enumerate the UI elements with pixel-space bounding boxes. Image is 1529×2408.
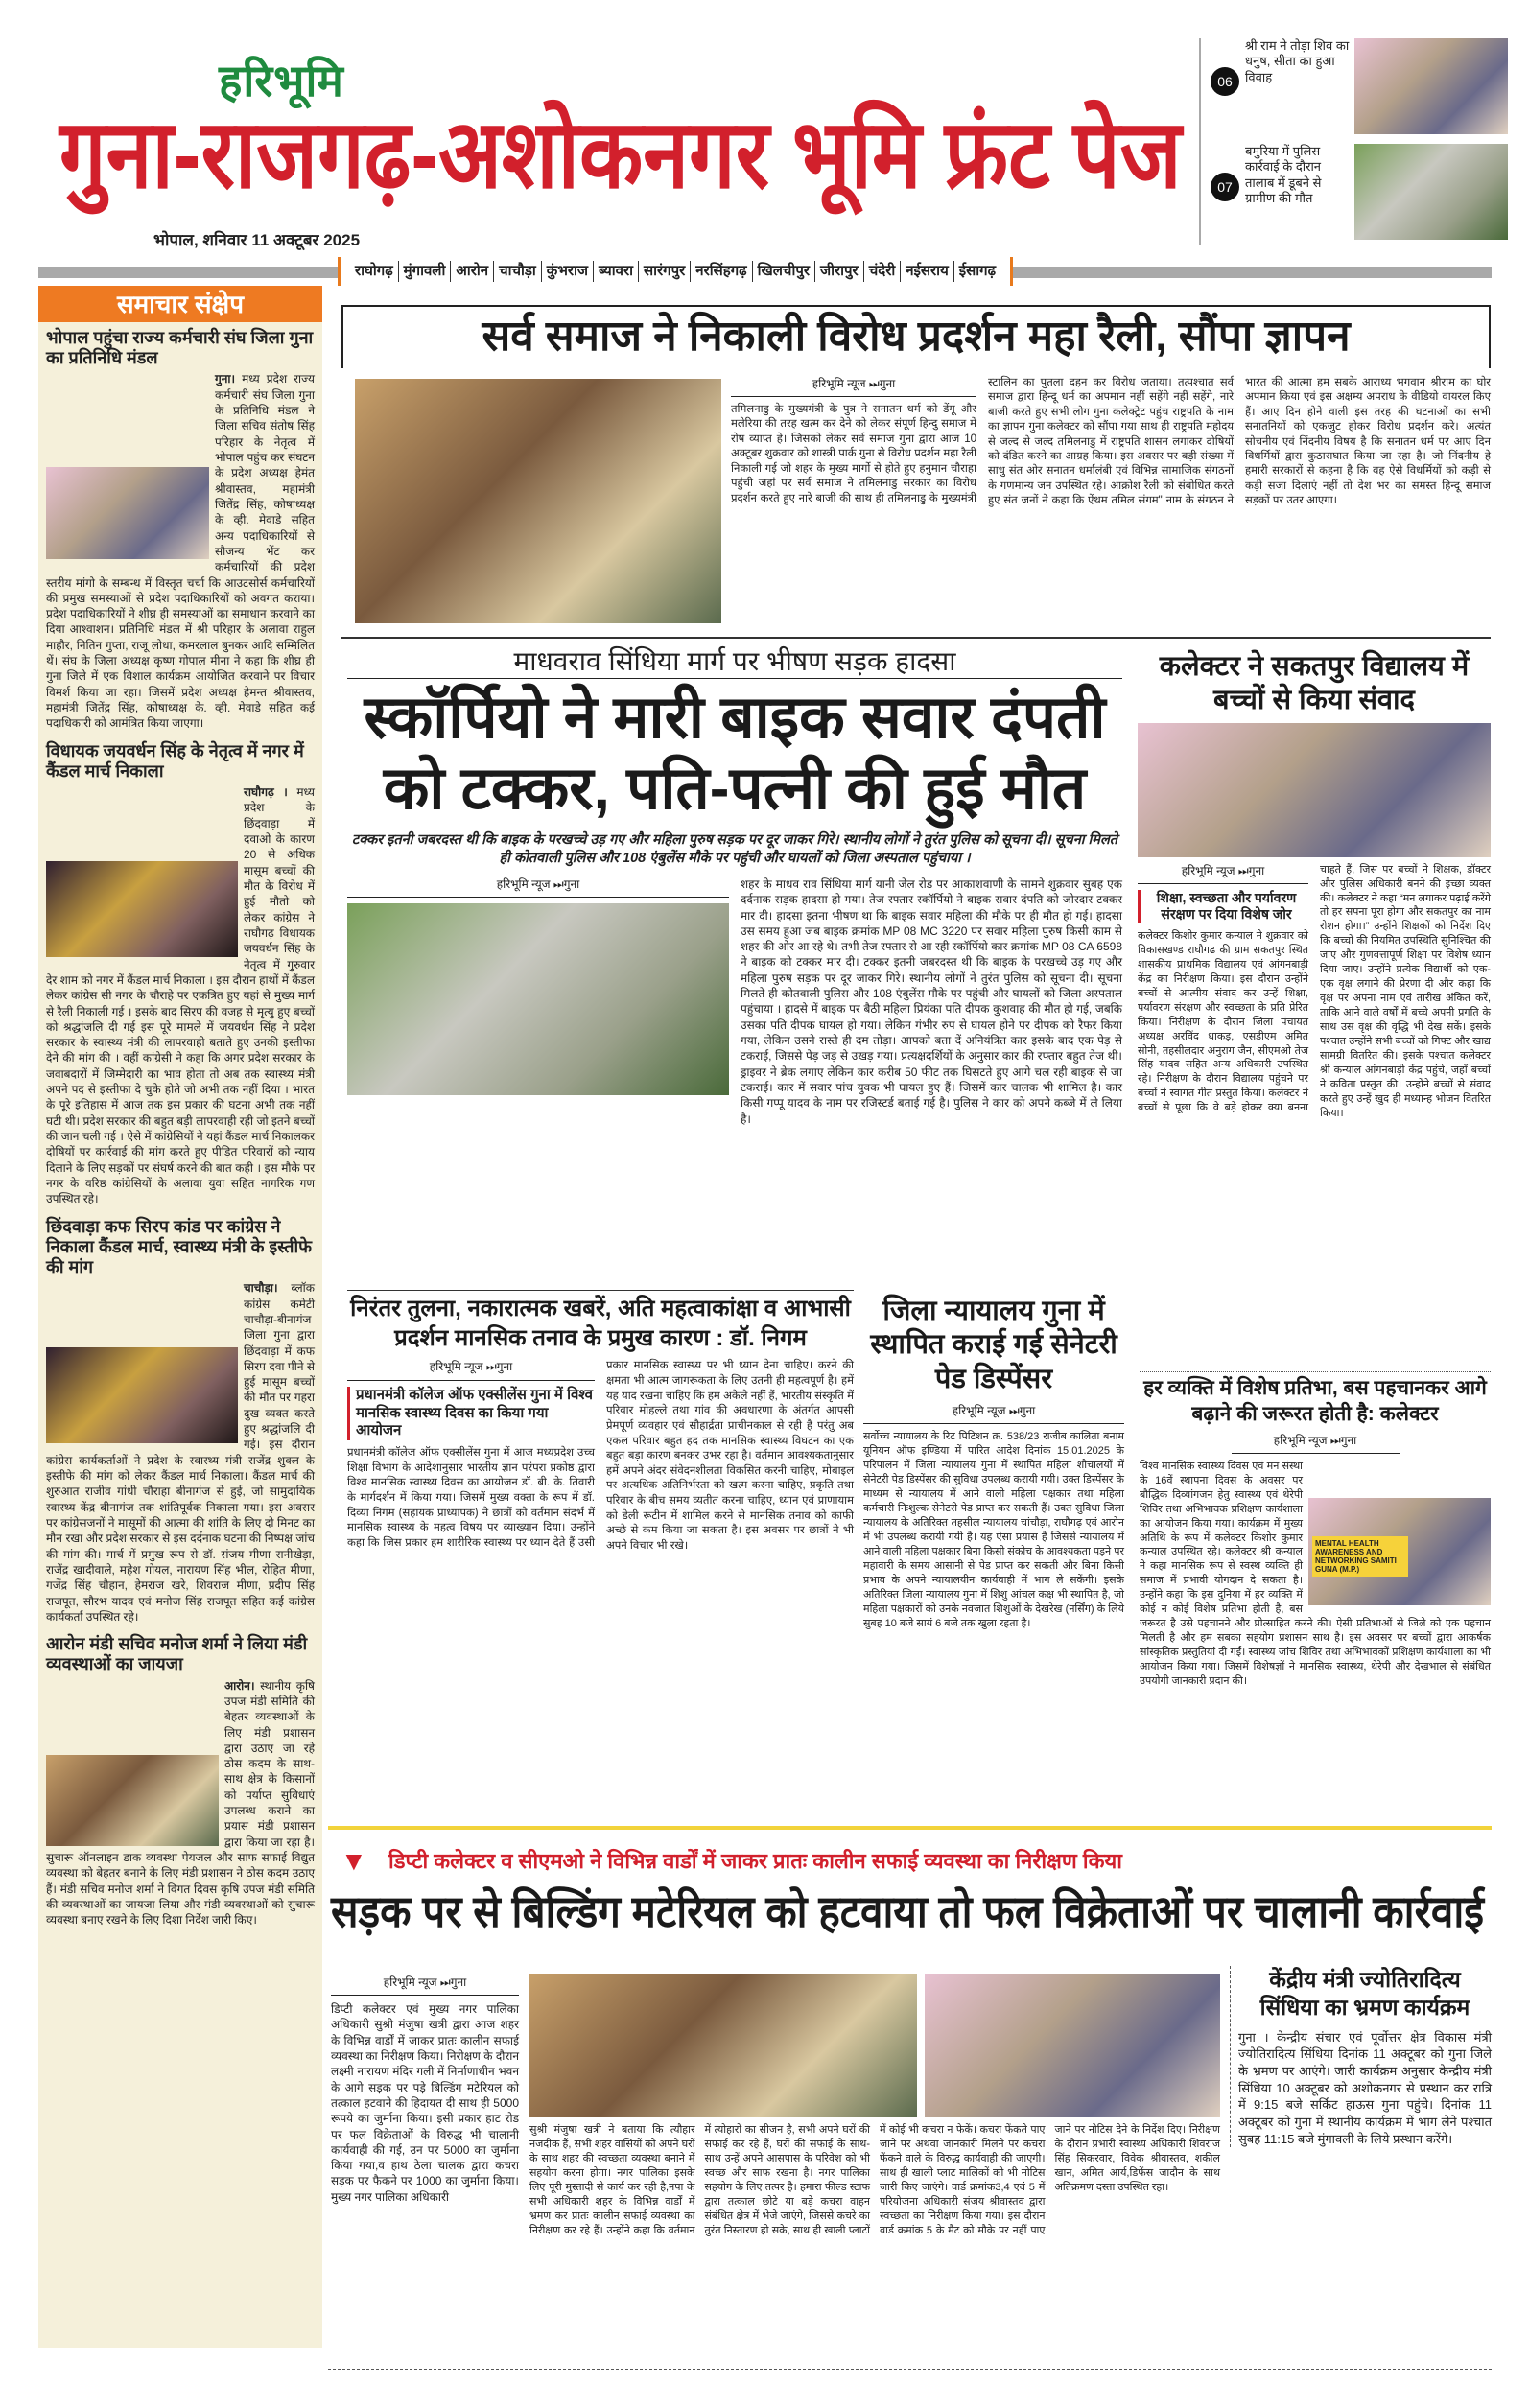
brief-photo bbox=[46, 467, 209, 559]
briefs-header: समाचार संक्षेप bbox=[38, 286, 322, 322]
newspaper-logo: हरिभूमि bbox=[219, 56, 344, 105]
mental-health-text: प्रधानमंत्री कॉलेज ऑफ एक्सीलेंस गुना में आज मध्यप्रदेश उच्च शिक्षा विभाग के आदेशानुसार भारतीय ज्ञान परंपरा प्रकोष्ठ द्वारा विश्व मानसिक स्वास्थ्य दिवस का आयोजन डॉ. बी. के. तिवारी के मार्गदर्शन में किया गया। जिसमें मुख्य वक्ता के रूप में डॉ. दिव्या निगम (सहायक प्राध्यापक) ने छात्रों को वर्तमान संदर्भ में मानसिक स्वास्थ्य के महत्व विषय पर व्याख्यान दिया। उन्होंने कहा कि जिस प्रकार हम शारीरिक स्वास्थ्य पर ध्यान देते हैं उसी प्रकार मानसिक स्वास्थ्य पर भी ध्यान देना चाहिए। करने की क्षमता भी आत्म जागरूकता के लिए उतनी ही महत्वपूर्ण है। हमें यह याद रखना चाहिए कि हम अकेले नहीं हैं, भारतीय संस्कृति में परिवार मोहल्ले तथा गांव की अवधारणा के अंतर्गत आपसी प्रेमपूर्ण व्यवहार एवं सौहार्द्रता प्राचीनकाल से रही है परंतु अब एकल परिवार बहुत हद तक मानसिक स्वास्थ्य विघटन का एक बहुत बड़ा कारण बनकर उभर रहा है। वर्तमान आवश्यकतानुसार हमें अपने अंदर संवेदनशीलता विकसित करनी चाहिए, मोबाइल पर अत्यधिक अतिनिर्भरता को खत्म करना चाहिए, प्रकृति तथा परिवार के बीच समय व्यतीत करना चाहिए, ध्यान एवं प्राणायाम को डेली रूटीन में शामिल करने से मानसिक तनाव को काफी अच्छे से कम किया जा सकता है। इस अवसर पर छात्रों ने भी अपने विचार भी रखे। bbox=[347, 1360, 854, 1552]
location-strip bbox=[338, 257, 1013, 286]
page-number-badge: 06 bbox=[1211, 67, 1239, 96]
byline: हरिभूमि न्यूज ⏭गुना bbox=[731, 376, 976, 397]
location-link[interactable]: सारंगपुर bbox=[639, 261, 691, 282]
mental-health-headline: निरंतर तुलना, नकारात्मक खबरें, अति महत्वाकांक्षा व आभासी प्रदर्शन मानसिक तनाव के प्रमुख कारण : डॉ. निगम bbox=[350, 1296, 851, 1351]
event-banner: MENTAL HEALTH AWARENESS AND NETWORKING SAMITI GUNA (M.P.) bbox=[1312, 1536, 1408, 1577]
byline: हरिभूमि न्यूज ⏭गुना bbox=[1138, 863, 1308, 884]
teaser-page-06[interactable] bbox=[1211, 38, 1508, 134]
teaser-text: बमुरिया में पुलिस कार्रवाई के दौरान तालाब में डूबने से ग्रामीण की मौत bbox=[1245, 144, 1322, 205]
chevron-down-icon: ▼ bbox=[341, 1846, 367, 1876]
lead-story-text: तमिलनाडु के मुख्यमंत्री के पुत्र ने सनातन धर्म को डेंगू और मलेरिया की तरह खत्म कर देने को लेकर संपूर्ण हिन्दु समाज में रोष व्याप्त हे। जिसको लेकर सर्व समाज गुना द्वारा आज 10 अक्टूबर शुक्रवार को शास्त्री पार्क गुना से विरोध प्रदर्शन महा रैली निकाली गई जो शहर के मुख्य मार्गो से होते हुए हनुमान चौराहा पहुंची जहां पर सर्व समाज ने तमिलनाडु सरकार का विरोध प्रदर्शन करते हुए नारे बाजी की साथ ही तमिलनाडु के मुख्यमंत्री स्टालिन का पुतला दहन कर विरोध जताया। तत्पश्चात सर्व समाज द्वारा हिन्दू धर्म का अपमान नहीं सहेंगे नहीं सहेंगे, नारे बाजी करते हुए सभी लोग गुना कलेक्ट्रेट पहुंच राष्ट्रपति के नाम का ज्ञापन गुना कलेक्टर को सौंपा गया साथ ही राष्ट्रपति महोदय से जल्द से जल्द तमिलनाडु में राष्ट्रपति शासन लगाकर दोषियों को दंडित करने का आग्रह किया। इस अवसर पर बड़ी संख्या में साधु संत ओर सनातन धर्मालंबी एवं विभिन्न सामाजिक संगठनों के गणमान्य जन उपस्थित रहे। आक्रोश रैली को संबोधित करते हुए संत जनों ने कहा कि ऐंथम तमिल संगम" नाम के संगठन ने भारत की आत्मा हम सबके आराध्य भगवान श्रीराम का घोर अपमान किया एवं इस अक्षम्य अपराध के वीडियो वायरल किए हैं। आए दिन होने वाली इस तरह की घटनाओं का सभी सनातनियों को एकजुट होकर विरोध प्रदर्शन करे। अत्यंत सोचनीय एवं निंदनीय विषय है कि सनातन धर्म पर आए दिन विधर्मियों द्वारा कुठाराघात किया जा रहा है। जो निंदनीय हे हमारी सरकारों से कहना है कि वह ऐसे विधर्मियों को कड़ी से कड़ी सजा दिलाएं नहीं तो देश भर का समस्त हिन्दू समाज सड़कों पर उतर आएगा। bbox=[731, 377, 1491, 507]
location-link[interactable]: चाचौड़ा bbox=[494, 261, 542, 282]
news-briefs-column bbox=[38, 286, 322, 2348]
cleanliness-headline-text: सड़क पर से बिल्डिंग मटेरियल को हटवाया तो फल विक्रेताओं पर चालानी कार्रवाई bbox=[331, 1886, 1484, 1936]
brief-title: विधायक जयवर्धन सिंह के नेतृत्व में नगर में कैंडल मार्च निकाला bbox=[46, 740, 304, 781]
scindia-text: गुना । केन्द्रीय संचार एवं पूर्वोत्तर क्षेत्र विकास मंत्री ज्योतिरादित्य सिंधिया दिनांक 11 अक्टूबर को गुना जिले के भ्रमण पर आएंगे। जारी कार्यक्रम अनुसार केन्द्रीय मंत्री सिंधिया 10 अक्टूबर को अशोकनगर से प्रस्थान कर रात्रि में 9:15 बजे सर्किट हाऊस गुना पहुंचे। दिनांक 11 अक्टूबर को गुना में स्थानीय कार्यक्रम में भाग लेने पश्चात सुबह 11:15 बजे मुंगावली के लिये प्रस्थान करेंगे। bbox=[1238, 2029, 1492, 2146]
brief-text: स्थानीय कृषि उपज मंडी समिति की बेहतर व्यवस्थाओं के लिए मंडी प्रशासन द्वारा उठाए जा रहे ठोस कदम के साथ-साथ क्षेत्र के किसानों को पर्याप्त सुविधाएं उपलब्ध कराने का प्रयास मंडी प्रशासन द्वारा किया जा रहा है। सुचारू ऑनलाइन डाक व्यवस्था पेयजल और साफ सफाई विद्युत व्यवस्था को बेहतर बनाने के लिए मंडी प्रशासन ने ठोस कदम उठाए हैं। मंडी सचिव मनोज शर्मा ने विगत दिवस कृषि उपज मंडी समिति की व्यवस्थाओं का जायजा लिया और मंडी व्यवस्थाओं को सुचारू व्यवस्था बनाए रखने के लिए दिशा निर्देश जारी किए। bbox=[46, 1678, 315, 1928]
scindia-section bbox=[1230, 1966, 1492, 2147]
brief-title: भोपाल पहुंचा राज्य कर्मचारी संघ जिला गुना का प्रतिनिधि मंडल bbox=[46, 328, 314, 368]
page-title: गुना-राजगढ़-अशोकनगर भूमि फ्रंट पेज bbox=[59, 101, 1182, 208]
byline: हरिभूमि न्यूज ⏭गुना bbox=[347, 877, 729, 898]
location-link[interactable]: ब्यावरा bbox=[594, 261, 639, 282]
talent-text: विश्व मानसिक स्वास्थ्य दिवस एवं मन संस्था के 16वें स्थापना दिवस के अवसर पर बौद्धिक दिव्यांगजन हेतु स्वास्थ्य एवं थेरेपी शिविर तथा अभिभावक प्रशिक्षण कार्यशाला का आयोजन किया गया। कार्यक्रम में मुख्य अतिथि के रूप में कलेक्टर किशोर कुमार कन्याल उपस्थित रहे। कलेक्टर श्री कन्याल ने कहा मानसिक रूप से स्वस्थ व्यक्ति ही समाज में प्रभावी योगदान दे सकता है। उन्होंने कहा कि इस दुनिया में हर व्यक्ति में कोई न कोई विशेष प्रतिभा होती है, बस जरूरत है उसे पहचानने और प्रोत्साहित करने की। ऐसी प्रतिभाओं से जिले को एक पहचान मिलती है और हम सबका सहयोग प्रशासन साथ है। इस अवसर पर बच्चों द्वारा आकर्षक सांस्कृतिक प्रस्तुतियां दी गईं। स्वास्थ्य जांच शिविर तथा अभिभावकों प्रशिक्षण कार्यशाला का भी आयोजन किया गया। जिसमें विशेषज्ञों ने मानसिक स्वास्थ्य, थेरेपी और देखभाल से संबंधित उपयोगी जानकारी प्रदान की। bbox=[1140, 1460, 1491, 1688]
byline: हरिभूमि न्यूज ⏭गुना bbox=[331, 1974, 519, 1996]
byline: हरिभूमि न्यूज ⏭गुना bbox=[347, 1359, 595, 1380]
brief-photo bbox=[46, 1755, 219, 1846]
lead-story bbox=[731, 376, 1491, 509]
brief-photo bbox=[46, 1347, 238, 1443]
accident-kicker: माधवराव सिंधिया मार्ग पर भीषण सड़क हादसा bbox=[347, 644, 1122, 679]
accident-headline: स्कॉर्पियो ने मारी बाइक सवार दंपती को टक्कर, पति-पत्नी की हुई मौत bbox=[364, 685, 1106, 823]
mental-health-pullquote: प्रधानमंत्री कॉलेज ऑफ एक्सीलेंस गुना में विश्व मानसिक स्वास्थ्य दिवस का किया गया आयोजन bbox=[347, 1387, 595, 1440]
location-link[interactable]: नरसिंहगढ़ bbox=[691, 261, 752, 282]
cleanliness-kicker-text: डिप्टी कलेक्टर व सीएमओ ने विभिन्न वार्डों में जाकर प्रातः कालीन सफाई व्यवस्था का निरीक्षण किया bbox=[388, 1849, 1122, 1873]
fruit-vendor-photo bbox=[925, 1974, 1220, 2117]
wrecked-car-photo bbox=[347, 903, 729, 1095]
divider bbox=[328, 2369, 1492, 2370]
school-section bbox=[1138, 650, 1491, 1121]
lead-headline-text: सर्व समाज ने निकाली विरोध प्रदर्शन महा रैली, सौंपा ज्ञापन bbox=[482, 313, 1351, 360]
cleanliness-kicker bbox=[388, 1847, 1492, 1876]
brief-title: आरोन मंडी सचिव मनोज शर्मा ने लिया मंडी व्यवस्थाओं का जायजा bbox=[46, 1634, 308, 1674]
cleanliness-lead bbox=[331, 1974, 519, 2205]
lead-headline bbox=[341, 305, 1491, 368]
dateline: राघौगढ़ । bbox=[244, 785, 288, 800]
rally-photo bbox=[355, 379, 721, 623]
brief-item bbox=[38, 1628, 322, 1931]
sanitary-text: सर्वोच्च न्यायालय के रिट पिटिशन क्र. 538/23 राजीब कालिता बनाम यूनियन ऑफ इण्डिया में पारित आदेश दिनांक 15.01.2025 के परिपालन में जिला न्यायालय गुना में स्थापित महिला शौचालयों में सेनेटरी पेड डिस्पेंसर की सुविधा उपलब्ध करायी गयी। उक्त डिस्पेंसर के माध्यम से न्यायालय में आने वाली महिला पक्षकार तथा महिला कर्मचारी निःशुल्क सेनेटरी पेड प्राप्त कर सकती हैं। उक्त सुविधा जिला न्यायालय के अतिरिक्त तहसील न्यायालय चांचौड़ा, राघौगढ़ एवं आरोन में भी उपलब्ध करायी गयी है। यह ऐसा प्रयास है जिससे न्यायालय में आने वाली महिला पक्षकार बिना किसी संकोच के आवश्यकता पड़ने पर महावारी के समय आसानी से पेड प्राप्त कर सकती और बिना किसी प्रभाव के अपने न्यायालयीन कार्यवाही में भाग ले सकेंगी। इसके अतिरिक्त जिला न्यायालय गुना में शिशु आंचल कक्ष भी स्थापित है, जो महिला पक्षकारों को उनके नवजात शिशुओं के देखरेख (नर्सिंग) के लिये सुबह 10 बजे सायं 6 बजे तक खुला रहता है। bbox=[863, 1431, 1124, 1629]
location-link[interactable]: कुंभराज bbox=[542, 261, 594, 282]
brief-photo bbox=[46, 861, 238, 957]
cleanliness-headline bbox=[331, 1883, 1492, 1939]
accident-deck: टक्कर इतनी जबरदस्त थी कि बाइक के परखच्चे उड़ गए और महिला पुरुष सड़क पर दूर जाकर गिरे। स्थानीय लोगों ने तुरंत पुलिस को सूचना दी। सूचना मिलते ही कोतवाली पुलिस और 108 एंबुलेंस मौके पर पहुंची और घायलों को जिला अस्पताल पहुंचाया । bbox=[351, 831, 1118, 867]
brief-title: छिंदवाड़ा कफ सिरप कांड पर कांग्रेस ने निकाला कैंडल मार्च, स्वास्थ्य मंत्री के इस्तीफे की मांग bbox=[46, 1216, 313, 1277]
brief-text: मध्य प्रदेश के छिंदवाड़ा में दवाओ के कारण 20 से अधिक मासूम बच्चों की मौत के विरोध में हुई मौतो को लेकर कांग्रेस ने राघौगढ़ विधायक जयवर्धन सिंह के नेतृत्व में गुरुवार देर शाम को नगर में कैंडल मार्च निकाला । इस दौरान हाथों में कैंडल लेकर कांग्रेस सी नगर के चौराहे पर एकत्रित हुए यहां से मुख्य मार्ग से रैली निकाली गई । इसके बाद सिरप की वजह से मृत्यु हुए बच्चों को श्रद्धांजलि दी गई इस पूरे मामले में जयवर्धन सिंह ने प्रदेश सरकार के स्वास्थ्य मंत्री की लापरवाही बताते हुए उनकी इस्तीफा देने की मांग की । वहीं कांग्रेसी ने कहा कि अगर प्रदेश सरकार के जवाबदारों में जिम्मेदारी का भाव होता तो अब तक स्वास्थ्य मंत्री अपने पद से इस्तीफा दे चुके होते जो अभी तक नहीं दिया । भारत के पूरे इतिहास में आज तक इस प्रकार की घटना अभी तक नहीं घटी थी। प्रदेश सरकार की बहुत बड़ी लापरवाही रही जो इतने बच्चों की जान चली गई । ऐसे में कांग्रेसियों ने यहां कैंडल मार्च निकालकर दोषियों पर कार्रवाई की मांग करते हुए पीड़ित परिवारों को न्याय दिलाने के लिए सड़कों पर संघर्ष करने की बात कही । इस मौके पर नगर के वरिष्ठ कांग्रेसियों के अलावा युवा सहित नागरिक गण उपस्थित रहे। bbox=[46, 785, 315, 1206]
mental-health-section bbox=[347, 1290, 854, 1555]
brief-item bbox=[38, 1211, 322, 1629]
location-link[interactable]: ईसागढ़ bbox=[958, 263, 997, 279]
sanitary-headline: जिला न्यायालय गुना में स्थापित कराई गई सेनेटरी पेड डिस्पेंसर bbox=[870, 1296, 1117, 1394]
location-link[interactable]: राघोगढ़ bbox=[350, 261, 399, 282]
accident-section bbox=[347, 644, 1122, 1127]
teaser-photo bbox=[1354, 144, 1508, 240]
talent-section bbox=[1140, 1371, 1491, 1689]
byline: हरिभूमि न्यूज ⏭गुना bbox=[863, 1402, 1124, 1424]
page-number-badge: 07 bbox=[1211, 173, 1239, 201]
sanitary-section bbox=[863, 1295, 1124, 1630]
brief-text: ब्लॉक कांग्रेस कमेटी चाचौड़ा-बीनागंज जिला गुना द्वारा छिंदवाड़ा में कफ सिरप दवा पीने से हुई मासूम बच्चों की मौत पर गहरा दुख व्यक्त करते हुए श्रद्धांजलि दी गई। इस दौरान कांग्रेस कार्यकर्ताओं ने प्रदेश के स्वास्थ्य मंत्री राजेंद्र शुक्ल के इस्तीफे की मांग को लेकर कैंडल मार्च निकाला। कैंडल मार्च की शुरुआत राजीव गांधी चौराहा बीनागंज से हुई, जो सामुदायिक स्वास्थ्य केंद्र बीनागंज तक शांतिपूर्वक निकाला गया। इस अवसर पर कांग्रेसजनों ने मासूमों की आत्मा की शांति के लिए दो मिनट का मौन रखा और प्रदेश सरकार से इस दर्दनाक घटना की निष्पक्ष जांच की मांग की। मार्च में प्रमुख रूप से डॉ. संजय मीणा रानीखेड़ा, राजेंद्र खादीवाले, महेश गोयल, नारायण सिंह भील, रोहित मीणा, गजेंद्र सिंह चौहान, हेमराज खरे, शिवराज मीणा, प्रदीप सिंह राजपूत, सौरभ यादव एवं मनोज सिंह राजपूत सहित कई कांग्रेस कार्यकर्ता उपस्थित रहे। bbox=[46, 1281, 315, 1624]
location-link[interactable]: आरोन bbox=[451, 261, 494, 282]
accident-body: शहर के माधव राव सिंधिया मार्ग यानी जेल रोड पर आकाशवाणी के सामने शुक्रवार सुबह एक दर्दनाक सड़क हादसा हो गया। तेज रफ्तार स्कॉर्पियो ने बाइक सवार दंपति को जोरदार टक्कर मार दी। हादसा इतना भीषण था कि बाइक सवार महिला की मौके पर ही मौत हो गई। हादसा उस समय हुआ जब बाइक क्रमांक MP 08 MC 3220 पर सवार महिला पुरुष किसी काम से शहर की ओर आ रहे थे। तभी तेज रफ्तार से आ रही स्कॉर्पियो कार क्रमांक MP 08 CA 6598 ने बाइक को टक्कर मार दी। टक्कर इतनी जबरदस्त थी कि बाइक के परखच्चे उड़ गए और महिला पुरुष सड़क पर दूर जाकर गिरे। स्थानीय लोगों ने तुरंत पुलिस को सूचना दी। सूचना मिलते ही कोतवाली पुलिस और 108 एंबुलेंस मौके पर पहुंची और घायलों को जिला अस्पताल पहुंचाया । हादसे में बाइक पर बैठी महिला प्रियंका पति दीपक कुशवाह की मौत हो गई, जबकि उसका पति दीपक घायल हो गया। लेकिन गंभीर रुप से घायल होने पर दीपक को रैफर किया गया, लेकिन उसने रास्ते ही दम तोड़ा। आपको बता दें अनियंत्रित कार इसके बाद एक पेड़ से टकराई, जिससे पेड़ जड़ से उखड़ गया। प्रत्यक्षदर्शियों के अनुसार कार की रफ्तार बहुत तेज थी। ड्राइवर ने ब्रेक लगाए लेकिन कार करीब 50 फीट तक घिसटते हुए आगे चल रही बाइक से जा टकराई। कार में सवार पांच युवक भी घायल हुए हैं। जिसमें कार चालक भी शामिल है। कार किसी गप्पू यादव के नाम पर रजिस्टर्ड बताई गई है। पुलिस ने कार को अपने कब्जे में ले लिया है। bbox=[741, 877, 1122, 1126]
school-story bbox=[1138, 863, 1491, 1121]
location-link[interactable]: खिलचीपुर bbox=[753, 261, 815, 282]
dateline: चाचौड़ा। bbox=[244, 1281, 278, 1296]
school-text: कलेक्टर किशोर कुमार कन्याल ने शुक्रवार को विकासखण्ड राघौगढ की ग्राम सकतपुर स्थित शासकीय प्राथमिक विद्यालय एवं आंगनबाड़ी केंद्र का निरीक्षण किया। इस दौरान उन्होंने बच्चों से आत्मीय संवाद कर उन्हें शिक्षा, पर्यावरण संरक्षण और स्वच्छता के प्रति प्रेरित किया। निरीक्षण के दौरान जिला पंचायत अध्यक्ष अरविंद धाकड़, एसडीएम अमित सोनी, तहसीलदार अनुराग जैन, सीएमओ तेज सिंह यादव सहित अन्य अधिकारी उपस्थित रहे। निरीक्षण के दौरान विद्यालय पहुंचने पर बच्चों ने स्वागत गीत प्रस्तुत किया। कलेक्टर ने बच्चों से पूछा कि वे बड़े होकर क्या बनना चाहते हैं, जिस पर बच्चों ने शिक्षक, डॉक्टर और पुलिस अधिकारी बनने की इच्छा व्यक्त की। कलेक्टर ने कहा “मन लगाकर पढ़ाई करेंगे तो हर सपना पूरा होगा और सकतपुर का नाम रोशन होगा।” उन्होंने शिक्षकों को निर्देश दिए कि बच्चों की नियमित उपस्थिति सुनिश्चित की जाए और गुणवत्तापूर्ण शिक्षा पर विशेष ध्यान दिया जाए। उन्होंने प्रत्येक विद्यार्थी को एक-एक वृक्ष लगाने की प्रेरणा दी और कहा कि वृक्ष पर अपना नाम एवं तारीख अंकित करें, ताकि आने वाले वर्षों में बच्चे अपनी प्रगति के साथ उस वृक्ष की वृद्धि भी देख सकें। इसके पश्चात उन्होंने सभी बच्चों को गिफ्ट और खाद्य सामग्री वितरित की। इसके पश्चात कलेक्टर श्री कन्याल आंगनबाड़ी केंद्र पहुंचे, जहाँ बच्चों ने कविता प्रस्तुत की। उन्होंने बच्चों से संवाद करते हुए उन्हें खुद ही मध्यान्ह भोजन वितरित किया। bbox=[1138, 863, 1491, 1119]
school-pullquote: शिक्षा, स्वच्छता और पर्यावरण संरक्षण पर दिया विशेष जोर bbox=[1138, 890, 1308, 923]
location-link[interactable]: जीरापुर bbox=[815, 261, 864, 282]
inspection-photo bbox=[529, 1974, 917, 2117]
accident-story bbox=[347, 877, 1122, 1127]
scindia-headline: केंद्रीय मंत्री ज्योतिरादित्य सिंधिया का भ्रमण कार्यक्रम bbox=[1259, 1967, 1470, 2020]
page-teasers bbox=[1199, 38, 1506, 245]
divider bbox=[328, 1826, 1492, 1830]
mental-health-story bbox=[347, 1359, 854, 1554]
teaser-page-07[interactable] bbox=[1211, 144, 1508, 240]
school-photo bbox=[1138, 723, 1491, 857]
divider bbox=[341, 637, 1491, 639]
cleanliness-lead-text: डिप्टी कलेक्टर एवं मुख्य नगर पालिका अधिकारी सुश्री मंजुषा खत्री द्वारा आज शहर के विभिन्न वार्डों में जाकर प्रातः कालीन सफाई व्यवस्था का निरीक्षण किया। निरीक्षण के दौरान लक्ष्मी नारायण मंदिर गली में निर्माणाधीन भवन के आगे सड़क पर पड़े बिल्डिंग मटेरियल को तत्काल हटवाने की हिदायत दी साथ ही 5000 रूपये का जुर्माना किया। इसी प्रकार हाट रोड पर फल विक्रेताओं के विरुद्ध भी चालानी कार्यवाही की गई, उन पर 5000 का जुर्माना किया गया,व हाथ ठेला चालक द्वारा कचरा सड़क पर फैकने पर 1000 का जुर्माना किया। मुख्य नगर पालिका अधिकारी bbox=[331, 2002, 519, 2204]
talent-headline: हर व्यक्ति में विशेष प्रतिभा, बस पहचानकर आगे बढ़ाने की जरूरत होती है: कलेक्टर bbox=[1143, 1377, 1487, 1425]
location-link[interactable]: चंदेरी bbox=[864, 261, 902, 282]
teaser-photo bbox=[1354, 38, 1508, 134]
school-headline: कलेक्टर ने सकतपुर विद्यालय में बच्चों से किया संवाद bbox=[1159, 651, 1470, 715]
byline: हरिभूमि न्यूज ⏭गुना bbox=[1232, 1432, 1400, 1454]
dateline: गुना। bbox=[215, 372, 236, 386]
brief-item bbox=[38, 736, 322, 1211]
brief-text: मध्य प्रदेश राज्य कर्मचारी संघ जिला गुना के प्रतिनिधि मंडल ने जिला सचिव संतोष सिंह परिहार के नेतृत्व में भोपाल पहुंच कर संघटन के प्रदेश अध्यक्ष हेमंत श्रीवास्तव, महामंत्री जितेंद्र सिंह, कोषाध्यक्ष के व्ही. मेवाडे सहित अन्य पदाधिकारियों से सौजन्य भेंट कर कर्मचारियों की प्रदेश स्तरीय मांगो के सम्बन्ध में विस्तृत चर्चा कि आउटसोर्स कर्मचारियों की प्रमुख समस्याओं से प्रदेश पदाधिकारियों को अवगत कराया। प्रदेश पदाधिकारियों ने शीघ्र ही समस्याओं का समाधान करवाने का दिया आश्वाशन। प्रतिनिधि मंडल में श्री परिहार के अलावा राहुल माहौर, नितिन गुप्ता, राजू लोधा, कमरलाल बुनकर आदि सम्मिलित थें। संघ के जिला अध्यक्ष कृष्ण गोपाल मीना ने कहा कि शीघ्र ही गुना जिले में एक विशाल कार्यक्रम आयोजित करवाने पर विचार विमर्श किया जा रहा। जिसमें प्रदेश अध्यक्ष हेमन्त श्रीवास्तव, महामंत्री जितेंद्र सिंह, कोषाध्यक्ष के. व्ही. मेवाडे सहित कई पदाधिकारी को आमंत्रित किया जाएगा। bbox=[46, 372, 315, 731]
teaser-text: श्री राम ने तोड़ा शिव का धनुष, सीता का हुआ विवाह bbox=[1245, 38, 1350, 84]
brief-item bbox=[38, 322, 322, 736]
awareness-event-photo bbox=[1308, 1498, 1491, 1605]
cleanliness-text: सुश्री मंजुषा खत्री ने बताया कि त्यौहार नजदीक हैं, सभी शहर वासियों को अपने घरों के साथ शहर की स्वच्छता व्यवस्था बनाने में सहयोग करना होगा। नगर पालिका इसके लिए पूरी मुस्तादी से कार्य कर रही है,नपा के सभी अधिकारी शहर के विभिन्न वार्डों में भ्रमण कर प्रातः कालीन सफाई व्यवस्था का निरीक्षण कर रहे हैं। उन्होंने कहा कि वर्तमान में त्योहारों का सीजन है, सभी अपने घरों की सफाई कर रहे हैं, घरों की सफाई के साथ-साथ उन्हें अपने आसपास के परिवेश को भी स्वच्छ और साफ रखना है। नगर पालिका सहयोग के लिए तत्पर है। हमारा फील्ड स्टाफ द्वारा तत्काल छोटे या बड़े कचरा वाहन संबंधित क्षेत्र में भेजे जाएंगे, जिससे कचरे का तुरंत निस्तारण हो सके, साथ ही खाली प्लाटों में कोई भी कचरा न फेकें। कचरा फेंकते पाए जाने पर अथवा जानकारी मिलने पर कचरा फेंकने वाले के विरुद्ध कार्यवाही की जाएगी। साथ ही खाली प्लाट मालिकों को भी नोटिस जारी किए जाएंगे। वार्ड क्रमांक3,4 एवं 5 में परियोजना अधिकारी संजय श्रीवास्तव द्वारा स्वच्छता का निरीक्षण किया गया। इस दौरान वार्ड क्रमांक 5 के मैट को मौके पर नहीं पाए जाने पर नोटिस देने के निर्देश दिए। निरीक्षण के दौरान प्रभारी स्वास्थ्य अधिकारी शिवराज सिंह सिकरवार, विवेक श्रीवास्तव, शकील खान, अमित आर्य,डिफेंस जादौन के साथ अतिक्रमण दस्ता उपस्थित रहा। bbox=[529, 2124, 1220, 2236]
dateline: आरोन। bbox=[224, 1678, 255, 1693]
location-link[interactable]: मुंगावली bbox=[399, 261, 452, 282]
edition-date: भोपाल, शनिवार 11 अक्टूबर 2025 bbox=[153, 231, 361, 249]
location-link[interactable]: नईसराय bbox=[901, 261, 954, 282]
